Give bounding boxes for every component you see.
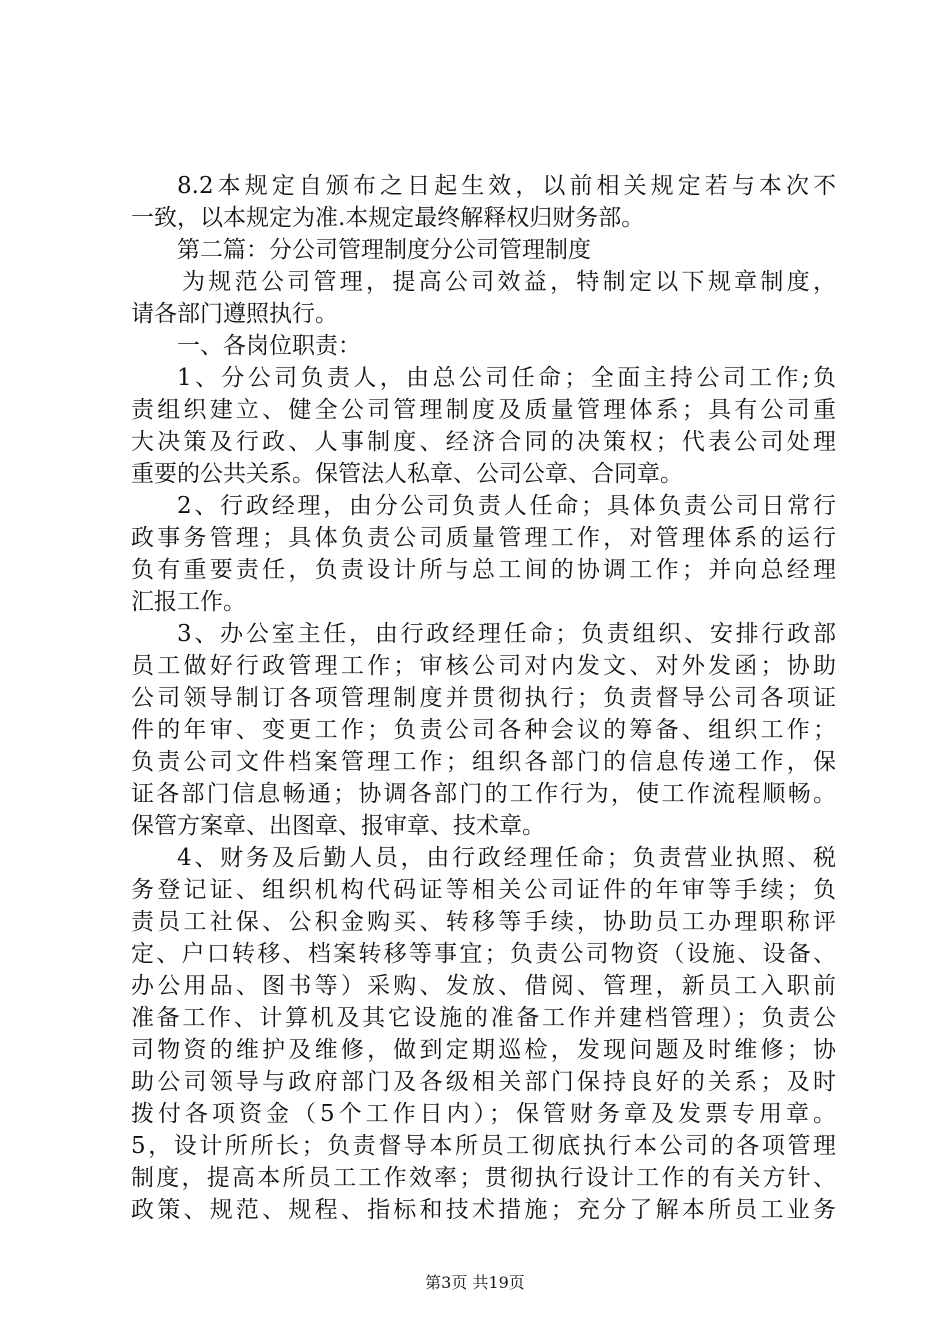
- text-line: 责组织建立、健全公司管理制度及质量管理体系；具有公司重: [131, 397, 836, 423]
- text-line: 5，设计所所长；负责督导本所员工彻底执行本公司的各项管理: [131, 1133, 836, 1159]
- text-line: 公司领导制订各项管理制度并贯彻执行；负责督导公司各项证: [131, 685, 836, 711]
- text-line: 负责公司文件档案管理工作；组织各部门的信息传递工作，保: [131, 749, 836, 775]
- text-line: 3、办公室主任，由行政经理任命；负责组织、安排行政部: [177, 621, 836, 647]
- text-line: 准备工作、计算机及其它设施的准备工作并建档管理）；负责公: [131, 1005, 836, 1031]
- text-line: 助公司领导与政府部门及各级相关部门保持良好的关系；及时: [131, 1069, 836, 1095]
- text-line: 政策、规范、规程、指标和技术措施；充分了解本所员工业务: [131, 1197, 836, 1223]
- text-line: 定、户口转移、档案转移等事宜；负责公司物资（设施、设备、: [131, 941, 836, 967]
- text-line: 8.2本规定自颁布之日起生效，以前相关规定若与本次不: [177, 173, 836, 199]
- text-line: 1、分公司负责人，由总公司任命；全面主持公司工作;负: [177, 365, 836, 391]
- text-line: 责员工社保、公积金购买、转移等手续，协助员工办理职称评: [131, 909, 836, 935]
- text-line: 拨付各项资金（5个工作日内）；保管财务章及发票专用章。: [131, 1101, 836, 1127]
- text-line: 保管方案章、出图章、报审章、技术章。: [131, 813, 545, 839]
- text-line: 务登记证、组织机构代码证等相关公司证件的年审等手续；负: [131, 877, 836, 903]
- text-line: 汇报工作。: [131, 589, 246, 615]
- text-line: 件的年审、变更工作；负责公司各种会议的筹备、组织工作；: [131, 717, 836, 743]
- subsection-heading: 一、各岗位职责：: [177, 333, 361, 359]
- text-line: 一致，以本规定为准.本规定最终解释权归财务部。: [131, 205, 645, 231]
- text-line: 4、财务及后勤人员，由行政经理任命；负责营业执照、税: [177, 845, 836, 871]
- text-line: 重要的公共关系。保管法人私章、公司公章、合同章。: [131, 461, 683, 487]
- section-heading: 第二篇：分公司管理制度分公司管理制度: [177, 237, 591, 263]
- text-line: 负有重要责任，负责设计所与总工间的协调工作；并向总经理: [131, 557, 836, 583]
- text-line: 办公用品、图书等）采购、发放、借阅、管理，新员工入职前: [131, 973, 836, 999]
- text-line: 政事务管理；具体负责公司质量管理工作，对管理体系的运行: [131, 525, 836, 551]
- text-line: 请各部门遵照执行。: [131, 301, 338, 327]
- text-line: 制度，提高本所员工工作效率；贯彻执行设计工作的有关方针、: [131, 1165, 836, 1191]
- text-line: 证各部门信息畅通；协调各部门的工作行为，使工作流程顺畅。: [131, 781, 836, 807]
- document-body: [131, 170, 836, 1226]
- text-line: 司物资的维护及维修，做到定期巡检，发现问题及时维修；协: [131, 1037, 836, 1063]
- text-line: 员工做好行政管理工作；审核公司对内发文、对外发函；协助: [131, 653, 836, 679]
- text-line: 为规范公司管理，提高公司效益，特制定以下规章制度，: [182, 269, 836, 295]
- text-line: 2、行政经理，由分公司负责人任命；具体负责公司日常行: [177, 493, 836, 519]
- text-line: 大决策及行政、人事制度、经济合同的决策权；代表公司处理: [131, 429, 836, 455]
- page-number-footer: 第3页 共19页: [425, 1273, 525, 1292]
